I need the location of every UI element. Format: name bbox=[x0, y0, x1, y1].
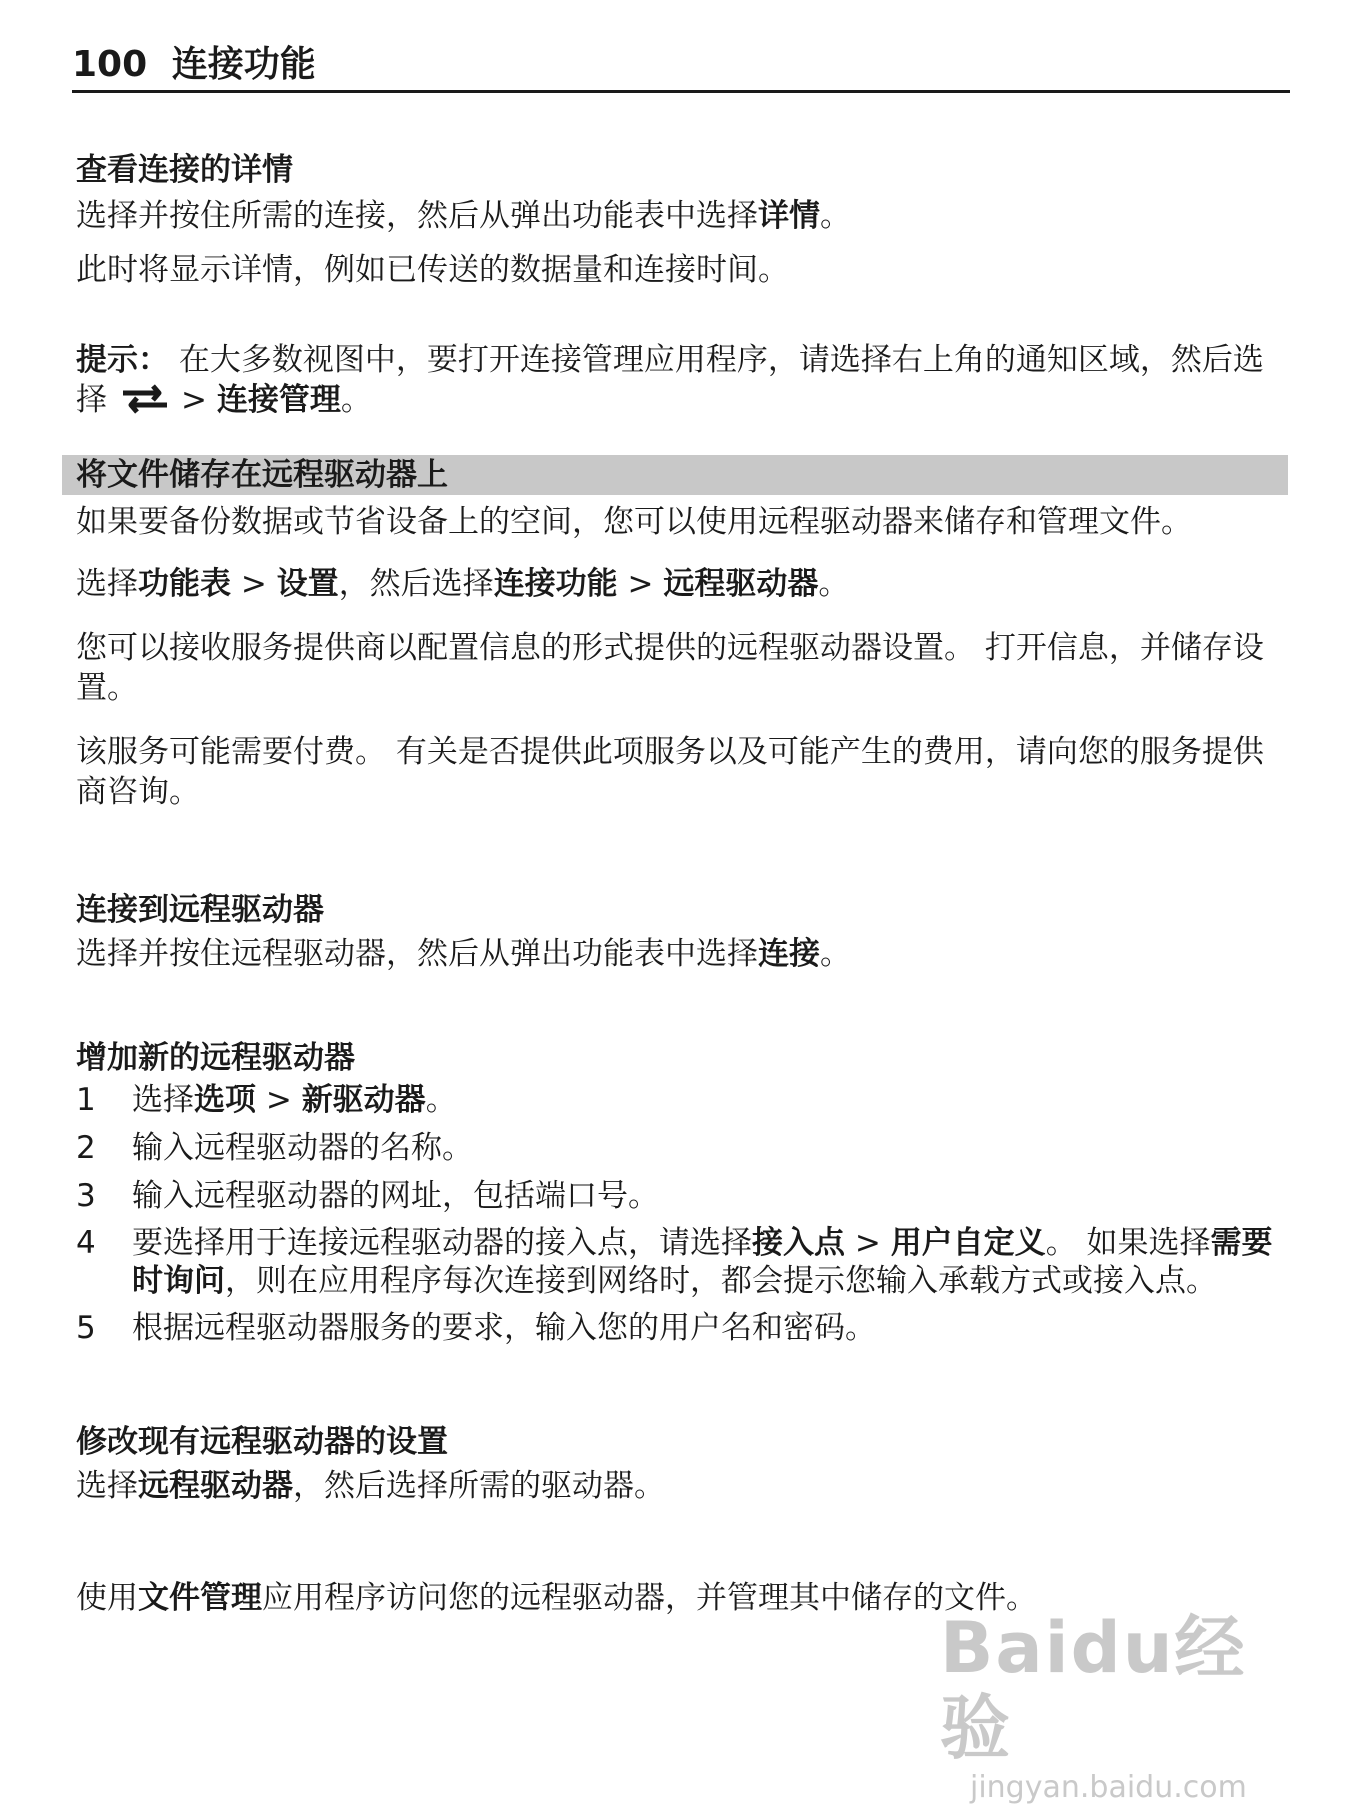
step-number: 3 bbox=[76, 1178, 96, 1214]
step-number: 1 bbox=[76, 1082, 96, 1118]
text-run: 。 bbox=[425, 1082, 457, 1118]
text-run: 。 bbox=[820, 198, 851, 234]
connect-remote-instruction bbox=[76, 934, 1286, 974]
step-item bbox=[76, 1176, 1286, 1216]
step-item bbox=[76, 1128, 1286, 1168]
option-details: 详情 bbox=[758, 198, 820, 234]
option-options: 选项 bbox=[194, 1082, 256, 1118]
text-run: 选择 bbox=[132, 1082, 194, 1118]
heading-connect-remote: 连接到远程驱动器 bbox=[76, 892, 324, 928]
option-file-manager: 文件管理 bbox=[138, 1580, 262, 1616]
file-manager-instruction bbox=[76, 1578, 1286, 1618]
text-run: > bbox=[845, 1225, 891, 1261]
page-number: 100 bbox=[72, 44, 148, 85]
section-band-remote-drive: 将文件储存在远程驱动器上 bbox=[62, 455, 1288, 495]
option-access-point: 接入点 bbox=[752, 1225, 845, 1261]
option-remote-drive: 远程驱动器 bbox=[663, 566, 819, 602]
text-run: 选择 bbox=[76, 566, 138, 602]
watermark-logo: Baidu经验 bbox=[940, 1607, 1247, 1769]
text-run: 根据远程驱动器服务的要求，输入您的用户名和密码。 bbox=[132, 1310, 876, 1346]
text-run: > bbox=[231, 566, 277, 602]
section-view-details bbox=[76, 150, 1286, 290]
section-connect-remote bbox=[76, 890, 1286, 974]
text-run: ，然后选择 bbox=[338, 566, 494, 602]
option-remote-drive: 远程驱动器 bbox=[138, 1468, 293, 1504]
text-run: 应用程序访问您的远程驱动器，并管理其中储存的文件。 bbox=[262, 1580, 1037, 1616]
option-connect: 连接 bbox=[758, 936, 820, 972]
connection-switch-icon bbox=[119, 383, 171, 415]
tip-paragraph bbox=[76, 340, 1286, 421]
text-run: 要选择用于连接远程驱动器的接入点，请选择 bbox=[132, 1225, 752, 1261]
remote-drive-settings-note: 您可以接收服务提供商以配置信息的形式提供的远程驱动器设置。 打开信息，并储存设置。 bbox=[76, 630, 1264, 706]
remote-drive-intro: 如果要备份数据或节省设备上的空间，您可以使用远程驱动器来储存和管理文件。 bbox=[76, 504, 1192, 540]
text-run: 输入远程驱动器的名称。 bbox=[132, 1130, 473, 1166]
view-details-description: 此时将显示详情，例如已传送的数据量和连接时间。 bbox=[76, 252, 789, 288]
text-run: 。 如果选择 bbox=[1045, 1225, 1211, 1261]
heading-edit-remote: 修改现有远程驱动器的设置 bbox=[76, 1424, 448, 1460]
tip-arrow: > bbox=[181, 382, 217, 418]
text-run: 。 bbox=[818, 566, 850, 602]
text-run: > bbox=[256, 1082, 302, 1118]
step-item bbox=[76, 1224, 1286, 1300]
option-new-drive: 新驱动器 bbox=[301, 1082, 426, 1118]
text-run: > bbox=[617, 566, 664, 602]
tip-target: 连接管理 bbox=[216, 382, 341, 418]
heading-add-remote: 增加新的远程驱动器 bbox=[76, 1040, 355, 1076]
tip-label: 提示： bbox=[76, 342, 169, 378]
baidu-watermark bbox=[940, 1607, 1280, 1805]
step-item bbox=[76, 1308, 1286, 1348]
section-remote-drive bbox=[76, 502, 1286, 812]
text-run: 选择并按住远程驱动器，然后从弹出功能表中选择 bbox=[76, 936, 758, 972]
text-run: 使用 bbox=[76, 1580, 138, 1616]
text-run: 选择 bbox=[76, 1468, 138, 1504]
chapter-title: 连接功能 bbox=[171, 44, 316, 85]
text-run: 输入远程驱动器的网址，包括端口号。 bbox=[132, 1178, 659, 1214]
text-run: ，然后选择所需的驱动器。 bbox=[293, 1468, 665, 1504]
edit-remote-instruction bbox=[76, 1466, 1286, 1506]
remote-drive-fee-note: 该服务可能需要付费。 有关是否提供此项服务以及可能产生的费用，请向您的服务提供商咨询。 bbox=[76, 734, 1264, 810]
text-run: 。 bbox=[820, 936, 851, 972]
tip-end: 。 bbox=[340, 382, 372, 418]
section-add-remote bbox=[76, 1038, 1286, 1356]
option-user-defined: 用户自定义 bbox=[890, 1225, 1046, 1261]
section-file-manager bbox=[76, 1578, 1286, 1618]
option-menu: 功能表 bbox=[138, 566, 231, 602]
remote-drive-path bbox=[76, 564, 1286, 604]
step-number: 4 bbox=[76, 1225, 96, 1261]
text-run: 选择并按住所需的连接，然后从弹出功能表中选择 bbox=[76, 198, 758, 234]
tip-text: 在大多数视图中，要打开连接管理应用程序，请选择右上角的通知区域，然后选择 bbox=[76, 342, 1264, 418]
step-item bbox=[76, 1080, 1286, 1120]
section-edit-remote bbox=[76, 1422, 1286, 1506]
text-run: ，则在应用程序每次连接到网络时，都会提示您输入承载方式或接入点。 bbox=[225, 1263, 1217, 1299]
watermark-url: jingyan.baidu.com bbox=[970, 1770, 1247, 1805]
step-number: 2 bbox=[76, 1130, 96, 1166]
option-ask-when-needed: 需要时询问 bbox=[132, 1225, 1273, 1299]
option-connectivity: 连接功能 bbox=[493, 566, 618, 602]
option-settings: 设置 bbox=[276, 566, 339, 602]
steps-list bbox=[76, 1080, 1286, 1348]
view-details-instruction bbox=[76, 196, 1286, 236]
step-number: 5 bbox=[76, 1310, 96, 1346]
heading-view-details: 查看连接的详情 bbox=[76, 152, 293, 188]
page-header bbox=[72, 42, 1290, 93]
